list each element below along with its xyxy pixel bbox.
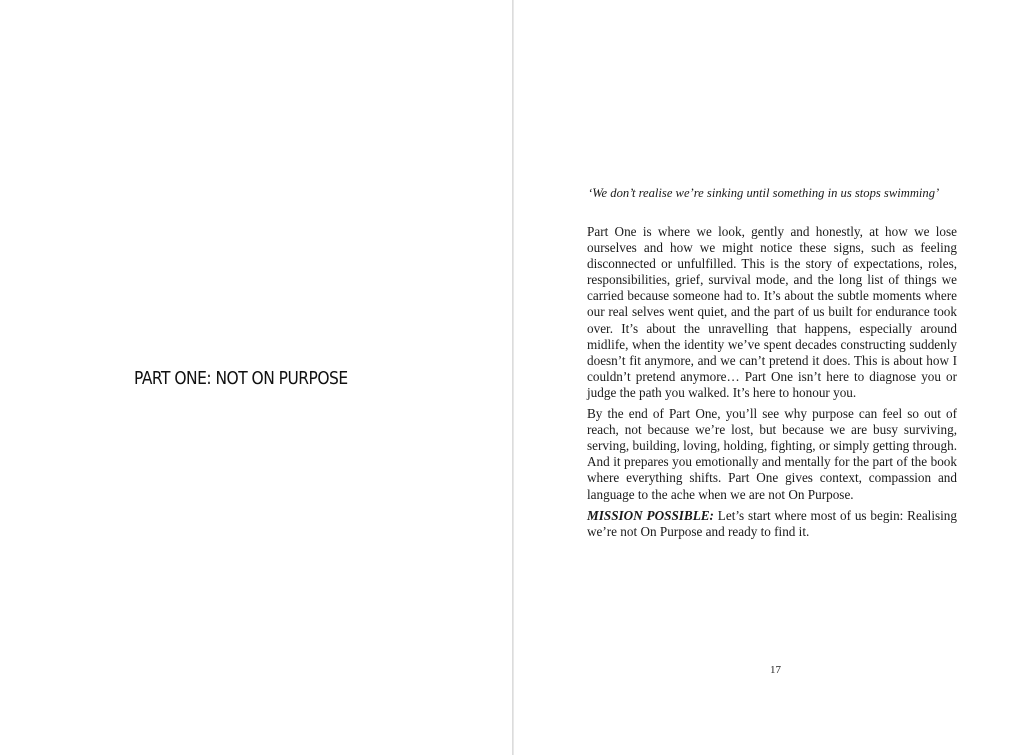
page-gutter xyxy=(512,0,514,755)
part-title: PART ONE: NOT ON PURPOSE xyxy=(134,368,348,389)
page-number: 17 xyxy=(770,664,781,676)
mission-paragraph xyxy=(587,508,957,540)
epigraph: ‘We don’t realise we’re sinking until something in us stops swimming’ xyxy=(588,186,940,200)
body-paragraph-1: Part One is where we look, gently and honestly, at how we lose ourselves and how we might notice these signs, such as feeling disconnected or unfulfilled. This is the story of expectations, roles, responsibilities, grief, survival mode, and the long list of things we carried because someone had to. It’s about the subtle moments where our real selves went quiet, and the part of us built for endurance took over. It’s about the unravelling that happens, especially around midlife, when the identity we’ve spent decades constructing suddenly doesn’t fit anymore, and we can’t pretend it does. This is about how I couldn’t pretend anymore… Part One isn’t here to diagnose you or judge the path you walked. It’s here to honour you. xyxy=(587,224,957,400)
mission-label: MISSION POSSIBLE: xyxy=(587,507,714,523)
right-page xyxy=(515,0,1024,755)
mission-text: Let’s start where most of us begin: Realising we’re not On Purpose and ready to find it. xyxy=(587,507,957,539)
body-text xyxy=(587,224,957,545)
body-paragraph-2: By the end of Part One, you’ll see why purpose can feel so out of reach, not because we’re lost, but because we are busy surviving, serving, building, loving, holding, fighting, or simply getting through. And it prepares you emotionally and mentally for the part of the book where everything shifts. Part One gives context, compassion and language to the ache when we are not On Purpose. xyxy=(587,406,957,502)
